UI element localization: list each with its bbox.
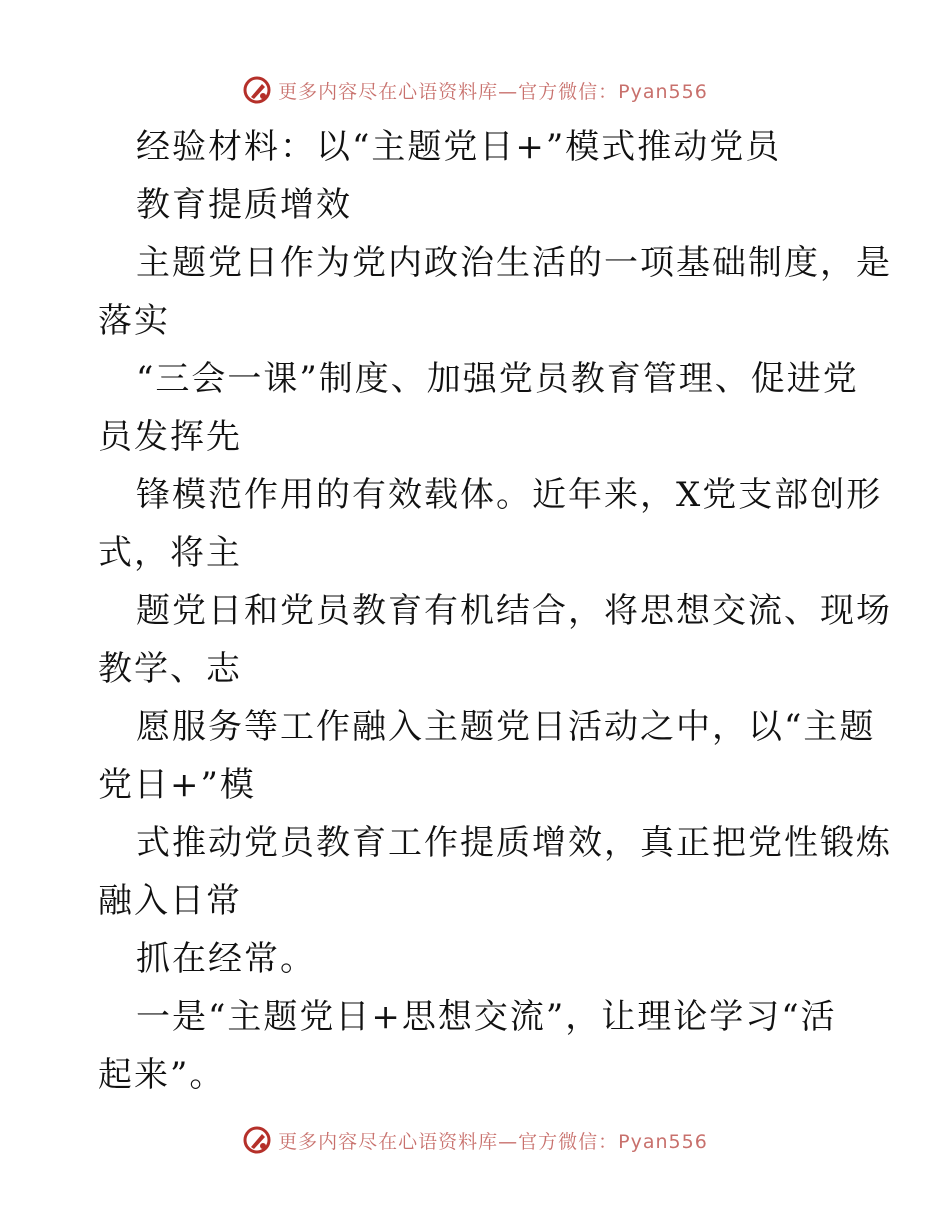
document-title-line-1: 经验材料：以“主题党日+”模式推动党员	[136, 127, 782, 167]
footer-banner-text: 更多内容尽在心语资料库—官方微信：Pyan556	[278, 1130, 708, 1153]
paragraph-line: 主题党日作为党内政治生活的一项基础制度，是	[136, 243, 892, 283]
paragraph-line: 融入日常	[98, 881, 242, 921]
paragraph-line: 落实	[98, 301, 170, 341]
paragraph-line: “三会一课”制度、加强党员教育管理、促进党	[136, 359, 859, 399]
document-body	[98, 118, 892, 1104]
header-banner-text: 更多内容尽在心语资料库—官方微信：Pyan556	[278, 80, 708, 103]
paragraph-line: 式推动党员教育工作提质增效，真正把党性锻炼	[136, 823, 892, 863]
paragraph-line: 锋模范作用的有效载体。近年来，X党支部创形	[136, 475, 883, 515]
pen-logo-icon	[242, 1125, 272, 1155]
pen-logo-icon	[242, 75, 272, 105]
paragraph-line: 教学、志	[98, 649, 242, 689]
paragraph-line: 式，将主	[98, 533, 242, 573]
paragraph-line: 抓在经常。	[136, 939, 316, 979]
paragraph-line: 起来”。	[98, 1055, 226, 1095]
document-title-line-2: 教育提质增效	[136, 185, 352, 225]
paragraph-line: 愿服务等工作融入主题党日活动之中，以“主题	[136, 707, 876, 747]
header-banner	[0, 70, 950, 110]
paragraph-line: 题党日和党员教育有机结合，将思想交流、现场	[136, 591, 892, 631]
paragraph-line: 党日+”模	[98, 765, 256, 805]
paragraph-line: 员发挥先	[98, 417, 242, 457]
paragraph-line: 一是“主题党日+思想交流”，让理论学习“活	[136, 997, 837, 1037]
footer-banner	[0, 1120, 950, 1160]
